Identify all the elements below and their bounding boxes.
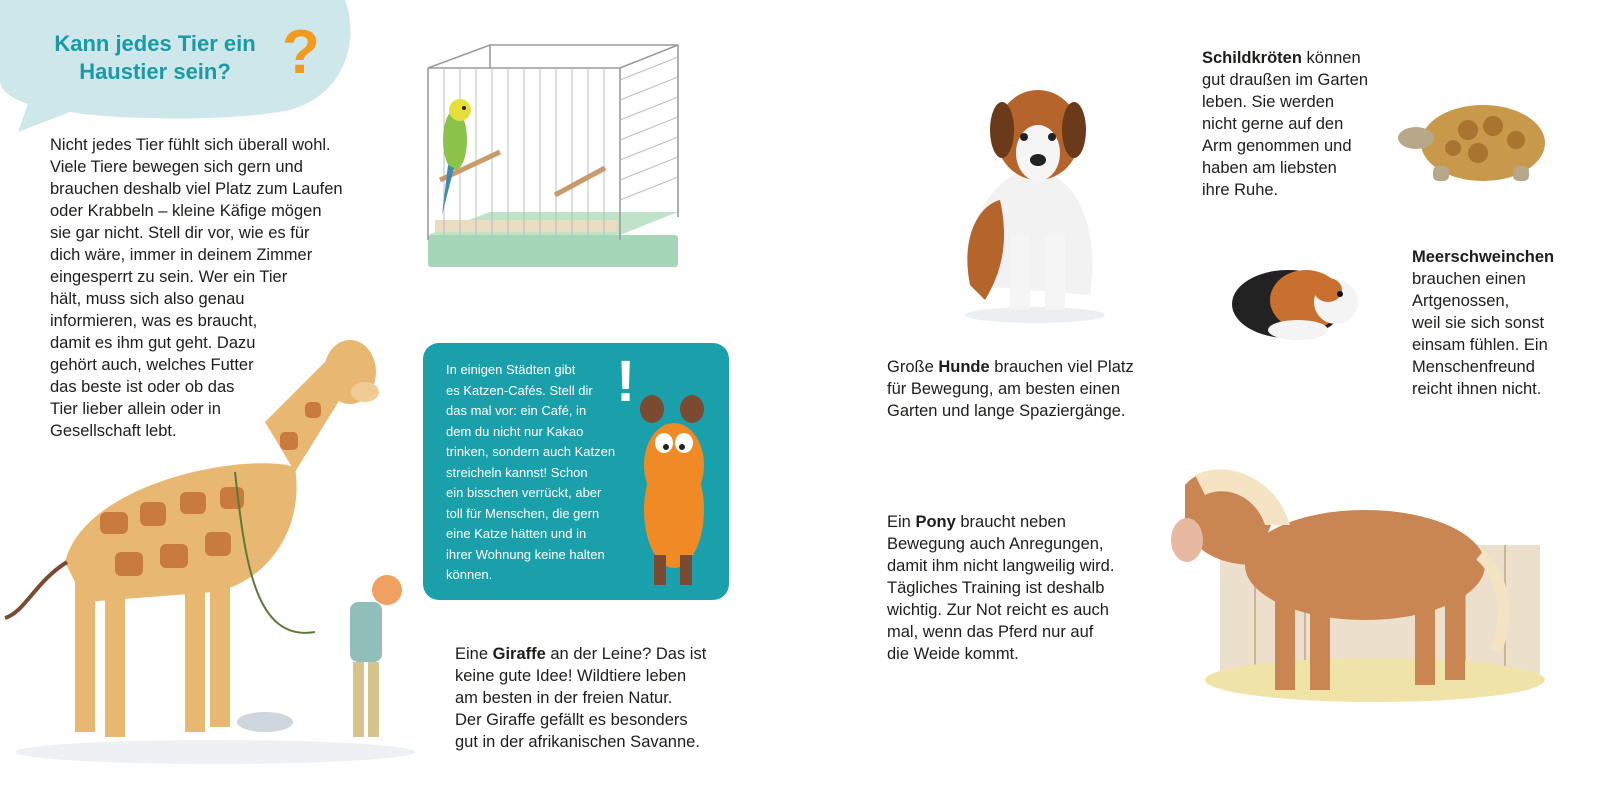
saint-bernard-dog-illustration [940,85,1130,330]
giraffe-text-bold: Giraffe [492,645,546,663]
intro-text: Nicht jedes Tier fühlt sich überall wohl. Viele Tiere bewegen sich gern und brauchen deshalb viel Platz zum Laufen oder Krabbeln – kleine Käfige mögen sie gar nicht. Stell dir vor, wie es für dich wäre, immer in deinem Zimmer eingesperrt zu sein. Wer ein Tier hält, muss sich also genau informieren, was es braucht, damit es ihm gut geht. Dazu gehört auch, welches Futter das beste ist oder ob das Tier lieber allein oder in Gesellschaft lebt. [50,136,343,440]
pony-text-pre: Ein [887,513,916,531]
giraffe-and-child-illustration [5,312,425,782]
giraffe-text-post: an der Leine? Das ist keine gute Idee! Wildtiere leben am besten in der freien Natur. Der Giraffe gefällt es besonders gut in der afrikanischen Savanne. [455,645,707,751]
page-title: Kann jedes Tier ein Haustier sein? [54,31,256,84]
dog-text-post: brauchen viel Platz für Bewegung, am besten einen Garten und lange Spaziergänge. [887,358,1134,420]
pony-paragraph [887,511,1157,665]
dog-text-bold: Hunde [938,358,990,376]
mouse-character-illustration [632,395,722,590]
turtle-text-post: können gut draußen im Garten leben. Sie werden nicht gerne auf den Arm genommen und haben am liebsten ihre Ruhe. [1202,49,1368,199]
question-mark-icon: ? [282,18,320,87]
budgie-cage-illustration [420,40,690,280]
turtle-text-bold: Schildkröten [1202,49,1302,67]
info-box-text: In einigen Städten gibt es Katzen-Cafés. Stell dir das mal vor: ein Café, in dem du nicht nur Kakao trinken, sondern auch Katzen streicheln kannst! Schon ein bisschen verrückt, aber toll für Menschen, die gern eine Katze hätten und in ihrer Wohnung keine halten können. [446,362,616,582]
guinea-pig-illustration [1228,262,1363,342]
dog-paragraph [887,356,1167,422]
exclamation-mark-icon: ! [616,349,636,414]
pony-text-bold: Pony [915,513,956,531]
guinea-pig-paragraph [1412,246,1582,400]
giraffe-paragraph [455,643,745,753]
giraffe-text-pre: Eine [455,645,493,663]
turtle-paragraph [1202,47,1392,201]
guinea-pig-text-post: brauchen einen Artgenossen, weil sie sich sonst einsam fühlen. Ein Menschenfreund reicht ihnen nicht. [1412,270,1548,398]
dog-text-pre: Große [887,358,939,376]
turtle-illustration [1398,88,1558,188]
guinea-pig-text-bold: Meerschweinchen [1412,248,1555,266]
pony-illustration [1165,455,1555,715]
pony-text-post: braucht neben Bewegung auch Anregungen, damit ihm nicht langweilig wird. Tägliches Training ist deshalb wichtig. Zur Not reicht es auch mal, wenn das Pferd nur auf die Weide kommt. [887,513,1115,663]
